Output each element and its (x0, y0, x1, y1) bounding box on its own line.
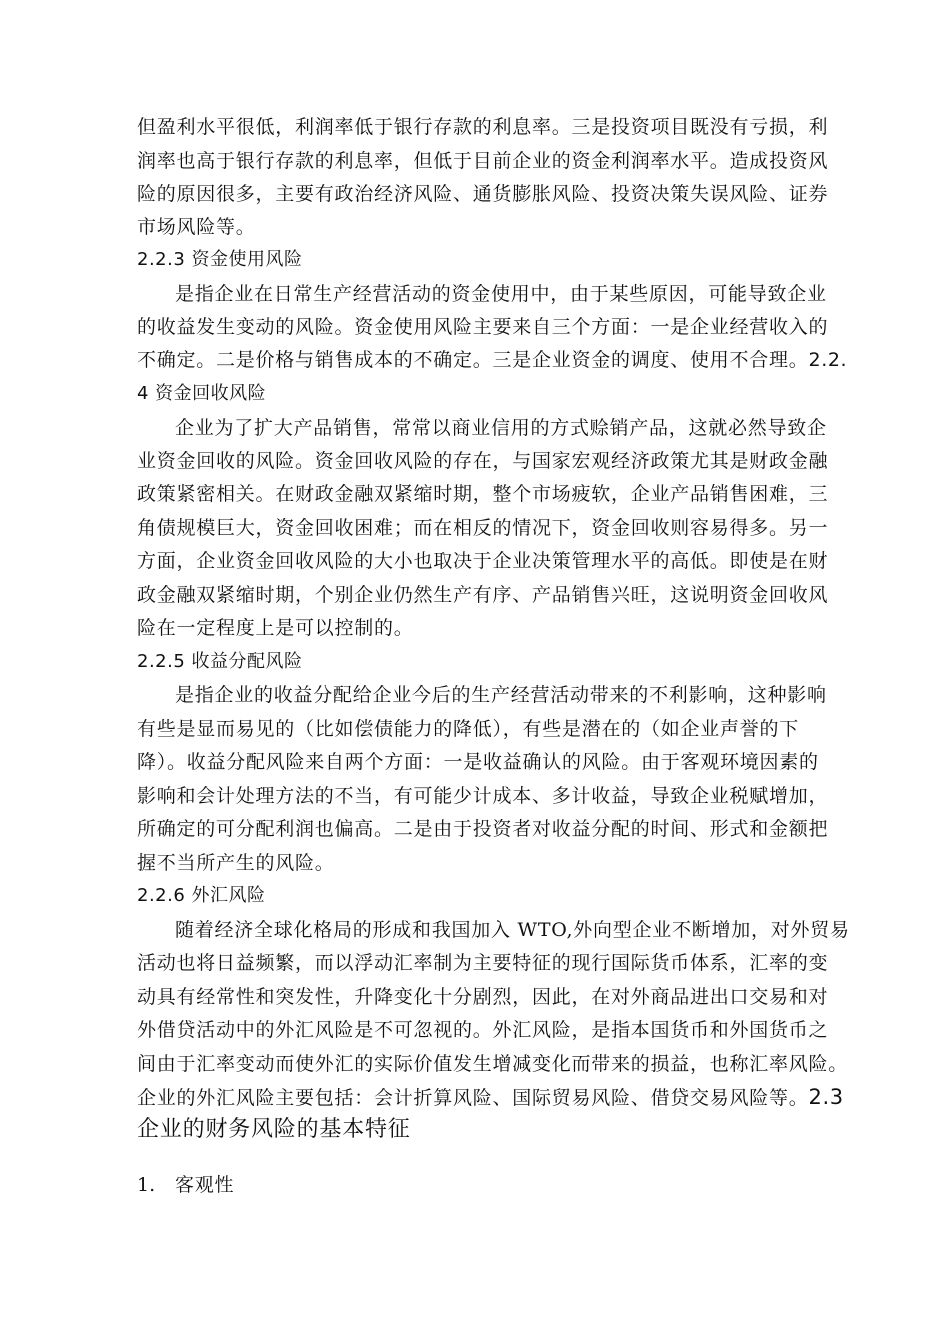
paragraph-line (137, 348, 847, 372)
paragraph-line: 有些是显而易见的（比如偿债能力的降低），有些是潜在的（如企业声誉的下 (137, 718, 800, 740)
paragraph-line: 企业为了扩大产品销售，常常以商业信用的方式赊销产品，这就必然导致企 (175, 417, 827, 439)
paragraph-line: 降）。收益分配风险来自两个方面：一是收益确认的风险。由于客观环境因素的 (137, 751, 819, 773)
paragraph-line: 市场风险等。 (137, 216, 256, 238)
paragraph-line: 业资金回收的风险。资金回收风险的存在，与国家宏观经济政策尤其是财政金融 (137, 450, 829, 472)
paragraph-line: 活动也将日益频繁，而以浮动汇率制为主要特征的现行国际货币体系，汇率的变 (137, 952, 829, 974)
paragraph-line: 动具有经常性和突发性，升降变化十分剧烈，因此，在对外商品进出口交易和对 (137, 986, 829, 1008)
paragraph-line: 握不当所产生的风险。 (137, 852, 335, 874)
paragraph-text: 不确定。二是价格与销售成本的不确定。三是企业资金的调度、使用不合理。 (137, 349, 809, 371)
section-heading-2-2-6: 2.2.6 外汇风险 (137, 885, 266, 906)
paragraph-text: 企业的外汇风险主要包括：会计折算风险、国际贸易风险、借贷交易风险等。 (137, 1087, 809, 1109)
section-heading-2-2-3: 2.2.3 资金使用风险 (137, 249, 303, 270)
paragraph-line (137, 1085, 844, 1110)
paragraph-line: 政金融双紧缩时期，个别企业仍然生产有序、产品销售兴旺，这说明资金回收风 (137, 584, 829, 606)
paragraph-line: 但盈利水平很低，利润率低于银行存款的利息率。三是投资项目既没有亏损，利 (137, 116, 829, 138)
paragraph-line: 随着经济全球化格局的形成和我国加入 WTO,外向型企业不断增加，对外贸易 (175, 919, 850, 941)
paragraph-line: 角债规模巨大，资金回收困难；而在相反的情况下，资金回收则容易得多。另一 (137, 517, 829, 539)
paragraph-line: 所确定的可分配利润也偏高。二是由于投资者对收益分配的时间、形式和金额把 (137, 818, 829, 840)
section-heading-2-2-5: 2.2.5 收益分配风险 (137, 651, 303, 672)
paragraph-line: 润率也高于银行存款的利息率，但低于目前企业的资金利润率水平。造成投资风 (137, 150, 829, 172)
paragraph-line: 是指企业在日常生产经营活动的资金使用中，由于某些原因，可能导致企业 (175, 283, 827, 305)
section-number-fragment: 2.3 (808, 1085, 844, 1109)
section-heading-2-3: 企业的财务风险的基本特征 (137, 1117, 411, 1142)
paragraph-line: 外借贷活动中的外汇风险是不可忽视的。外汇风险，是指本国货币和外国货币之 (137, 1019, 829, 1041)
paragraph-line: 险在一定程度上是可以控制的。 (137, 617, 414, 639)
paragraph-line: 是指企业的收益分配给企业今后的生产经营活动带来的不利影响，这种影响 (175, 684, 827, 706)
paragraph-line: 险的原因很多，主要有政治经济风险、通货膨胀风险、投资决策失误风险、证券 (137, 183, 829, 205)
paragraph-line: 间由于汇率变动而使外汇的实际价值发生增减变化而带来的损益，也称汇率风险。 (137, 1053, 849, 1075)
paragraph-line: 政策紧密相关。在财政金融双紧缩时期，整个市场疲软，企业产品销售困难，三 (137, 483, 829, 505)
paragraph-line: 的收益发生变动的风险。资金使用风险主要来自三个方面：一是企业经营收入的 (137, 316, 829, 338)
list-item-number: 1. (137, 1174, 156, 1196)
list-item-text: 客观性 (175, 1174, 235, 1196)
section-heading-2-2-4: 4 资金回收风险 (137, 383, 267, 404)
paragraph-line: 影响和会计处理方法的不当，有可能少计成本、多计收益，导致企业税赋增加， (137, 785, 829, 807)
section-number-fragment: 2.2. (808, 349, 848, 371)
paragraph-line: 方面，企业资金回收风险的大小也取决于企业决策管理水平的高低。即使是在财 (137, 550, 829, 572)
